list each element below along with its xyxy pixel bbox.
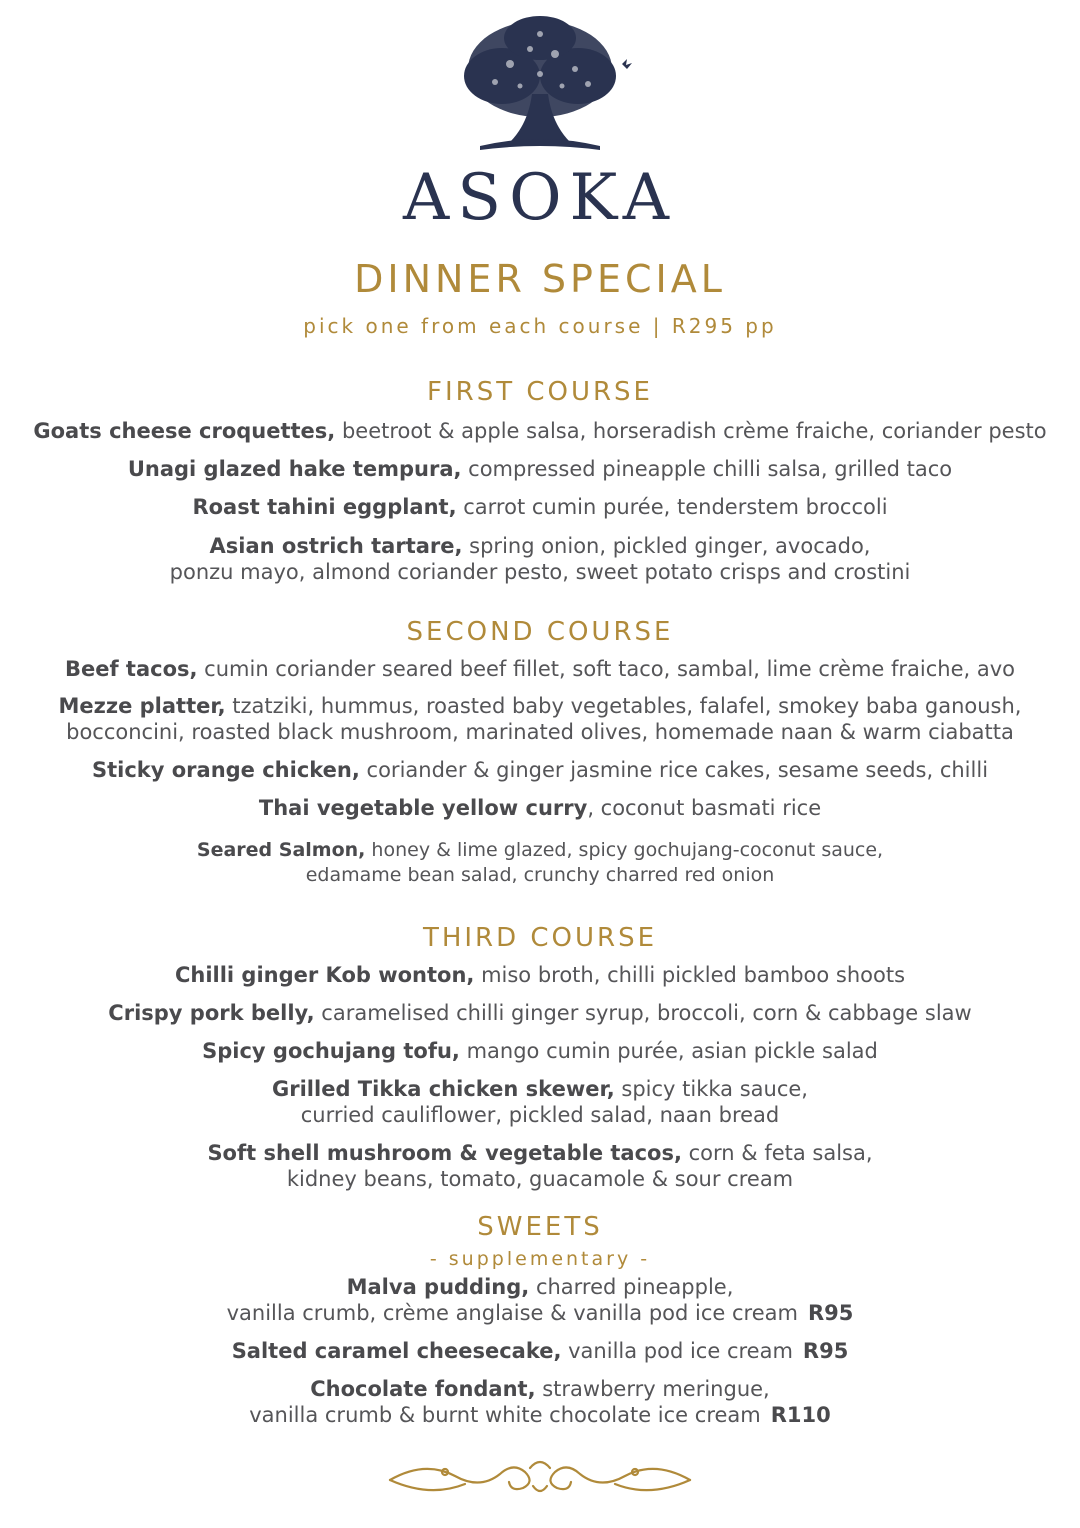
dish-desc: spicy tikka sauce, — [614, 1077, 808, 1101]
tree-logo-icon — [440, 14, 640, 164]
dish-price: R110 — [770, 1403, 831, 1427]
dish-price: R95 — [802, 1339, 849, 1363]
dish-name: Malva pudding, — [346, 1275, 530, 1299]
dish-desc: beetroot & apple salsa, horseradish crème fraiche, coriander pesto — [335, 419, 1047, 443]
menu-item — [0, 757, 1080, 783]
dish-desc-line2: vanilla crumb, crème anglaise & vanilla pod ice cream — [226, 1301, 798, 1325]
menu-subtitle: pick one from each course | R295 pp — [303, 314, 777, 338]
dish-name: Seared Salmon, — [196, 839, 366, 861]
dish-desc: charred pineapple, — [529, 1275, 734, 1299]
course-title-sweets: SWEETS — [477, 1212, 603, 1242]
dish-desc-line2: kidney beans, tomato, guacamole & sour cream — [286, 1167, 794, 1191]
dish-desc: honey & lime glazed, spicy gochujang-coconut sauce, — [365, 839, 884, 861]
dish-name: Goats cheese croquettes, — [33, 419, 336, 443]
course-title-third: THIRD COURSE — [422, 923, 658, 953]
dish-name: Crispy pork belly, — [108, 1001, 315, 1025]
dish-desc: mango cumin purée, asian pickle salad — [459, 1039, 878, 1063]
brand-name: ASOKA — [403, 161, 677, 235]
menu-item — [0, 533, 1080, 585]
course-title-second: SECOND COURSE — [406, 617, 674, 647]
dish-desc: strawberry meringue, — [535, 1377, 770, 1401]
dish-desc-line2: curried cauliflower, pickled salad, naan bread — [300, 1103, 780, 1127]
dish-name: Chocolate fondant, — [310, 1377, 536, 1401]
menu-item — [0, 962, 1080, 988]
menu-item — [0, 1076, 1080, 1128]
dish-name: Sticky orange chicken, — [91, 758, 360, 782]
dish-name: Mezze platter, — [58, 694, 226, 718]
menu-item — [0, 1376, 1080, 1428]
dish-desc-line2: vanilla crumb & burnt white chocolate ice cream — [249, 1403, 761, 1427]
menu-title: DINNER SPECIAL — [354, 257, 726, 301]
dish-name: Asian ostrich tartare, — [209, 534, 463, 558]
dish-desc: corn & feta salsa, — [681, 1141, 873, 1165]
menu-item — [0, 656, 1080, 682]
dish-name: Spicy gochujang tofu, — [202, 1039, 460, 1063]
dish-name: Grilled Tikka chicken skewer, — [272, 1077, 615, 1101]
course-title-first: FIRST COURSE — [427, 377, 653, 407]
dish-desc-line2: bocconcini, roasted black mushroom, marinated olives, homemade naan & warm ciabatta — [66, 720, 1014, 744]
menu-item — [0, 1038, 1080, 1064]
menu-item — [0, 795, 1080, 821]
dish-name: Soft shell mushroom & vegetable tacos, — [207, 1141, 682, 1165]
menu-item — [0, 494, 1080, 520]
menu-item — [0, 1274, 1080, 1326]
dish-desc: vanilla pod ice cream — [561, 1339, 793, 1363]
dish-desc: spring onion, pickled ginger, avocado, — [462, 534, 871, 558]
dish-desc: , coconut basmati rice — [587, 796, 822, 820]
dish-name: Thai vegetable yellow curry — [258, 796, 588, 820]
menu-item — [0, 1338, 1080, 1364]
dish-desc: caramelised chilli ginger syrup, broccoli, corn & cabbage slaw — [314, 1001, 972, 1025]
dish-name: Beef tacos, — [64, 657, 198, 681]
dish-desc: carrot cumin purée, tenderstem broccoli — [456, 495, 888, 519]
flourish-ornament-icon — [385, 1452, 695, 1502]
dish-desc: coriander & ginger jasmine rice cakes, sesame seeds, chilli — [359, 758, 989, 782]
butterfly-icon — [622, 59, 632, 69]
menu-item — [0, 456, 1080, 482]
dish-name: Roast tahini eggplant, — [192, 495, 457, 519]
dish-desc-line2: edamame bean salad, crunchy charred red onion — [305, 864, 775, 886]
dish-price: R95 — [807, 1301, 854, 1325]
menu-item — [0, 693, 1080, 745]
menu-item — [0, 418, 1080, 444]
dish-desc-line2: ponzu mayo, almond coriander pesto, sweet potato crisps and crostini — [169, 560, 911, 584]
menu-item — [0, 1000, 1080, 1026]
dish-desc: tzatziki, hummus, roasted baby vegetables, falafel, smokey baba ganoush, — [225, 694, 1022, 718]
menu-item — [0, 1140, 1080, 1192]
dish-desc: compressed pineapple chilli salsa, grilled taco — [461, 457, 953, 481]
dish-name: Salted caramel cheesecake, — [231, 1339, 562, 1363]
sweets-note: - supplementary - — [429, 1248, 651, 1270]
dish-name: Chilli ginger Kob wonton, — [174, 963, 475, 987]
dish-desc: cumin coriander seared beef fillet, soft taco, sambal, lime crème fraiche, avo — [197, 657, 1016, 681]
dish-name: Unagi glazed hake tempura, — [127, 457, 462, 481]
dish-desc: miso broth, chilli pickled bamboo shoots — [474, 963, 906, 987]
menu-item — [0, 838, 1080, 888]
